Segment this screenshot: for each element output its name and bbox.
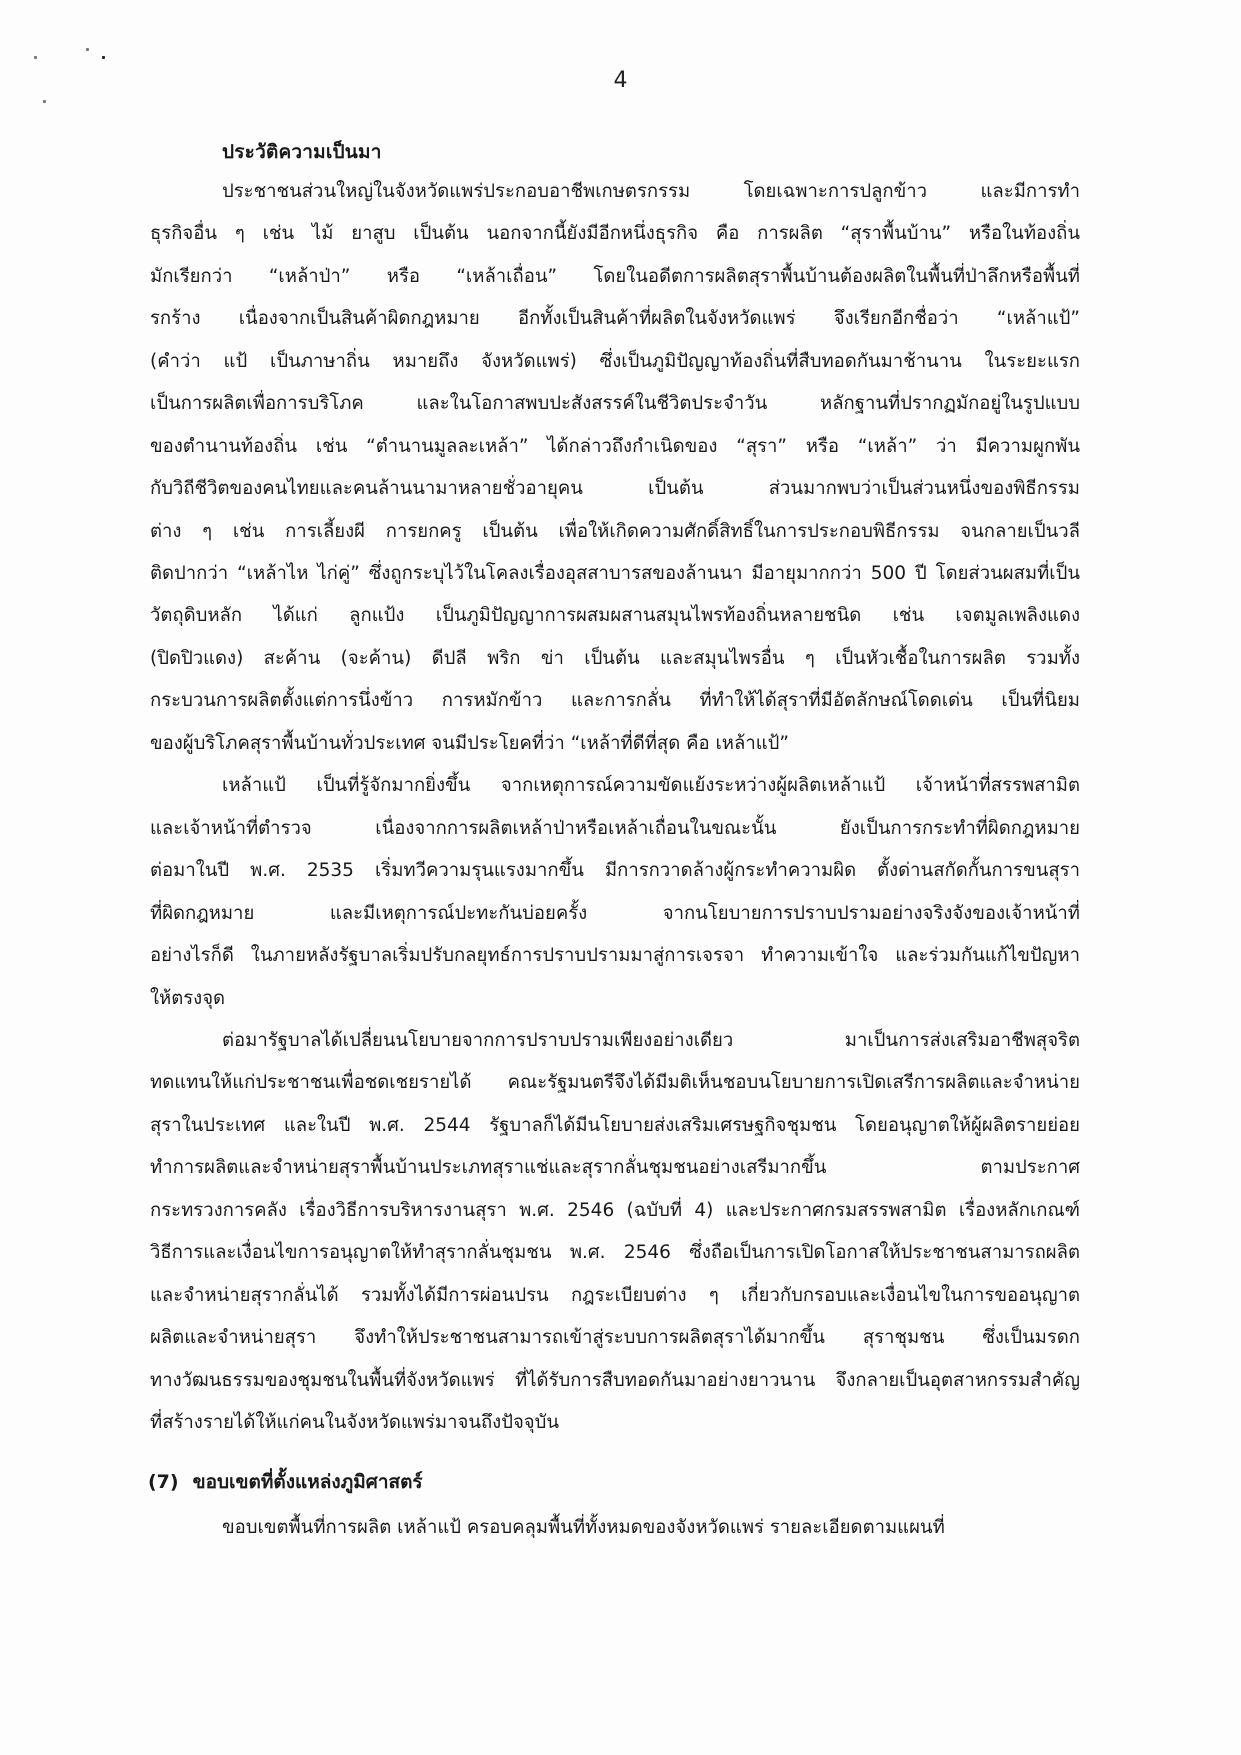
text-line: อย่างไรก็ดี ในภายหลังรัฐบาลเริ่มปรับกลยุทธ์การปราบปรามมาสู่การเจรจา ทำความเข้าใจ และร่วมกันแก้ไขปัญหา (150, 945, 1080, 966)
text-line: ธุรกิจอื่น ๆ เช่น ไม้ ยาสูบ เป็นต้น นอกจากนี้ยังมีอีกหนึ่งธุรกิจ คือ การผลิต “สุราพื้นบ้าน” หรือในท้องถิ่น (150, 223, 1080, 244)
text-line: กระทรวงการคลัง เรื่องวิธีการบริหารงานสุรา พ.ศ. 2546 (ฉบับที่ 4) และประกาศกรมสรรพสามิต เรื่องหลักเกณฑ์ (150, 1200, 1080, 1221)
text-line: ประชาชนส่วนใหญ่ในจังหวัดแพร่ประกอบอาชีพเกษตรกรรม โดยเฉพาะการปลูกข้าว และมีการทำ (222, 181, 1080, 202)
page-number: 4 (613, 68, 628, 93)
text-line: กระบวนการผลิตตั้งแต่การนึ่งข้าว การหมักข้าว และการกลั่น ที่ทำให้ได้สุราที่มีอัตลักษณ์โดดเด่น เป็นที่นิยม (150, 690, 1080, 711)
text-line: ทางวัฒนธรรมของชุมชนในพื้นที่จังหวัดแพร่ ที่ได้รับการสืบทอดกันมาอย่างยาวนาน จึงกลายเป็นอุตสาหกรรมสำคัญ (150, 1370, 1080, 1391)
text-line: ที่ผิดกฎหมาย และมีเหตุการณ์ปะทะกันบ่อยครั้ง จากนโยบายการปราบปรามอย่างจริงจังของเจ้าหน้าที่ (150, 903, 1080, 924)
text-line: ที่สร้างรายได้ให้แก่คนในจังหวัดแพร่มาจนถึงปัจจุบัน (150, 1412, 560, 1433)
section-title-text: ขอบเขตที่ตั้งแหล่งภูมิศาสตร์ (192, 1471, 423, 1493)
scan-speck (102, 56, 105, 59)
text-line: และเจ้าหน้าที่ตำรวจ เนื่องจากการผลิตเหล้าป่าหรือเหล้าเถื่อนในขณะนั้น ยังเป็นการกระทำที่ผิดกฎหมาย (150, 818, 1080, 839)
text-line: เป็นการผลิตเพื่อการบริโภค และในโอกาสพบปะสังสรรค์ในชีวิตประจำวัน หลักฐานที่ปรากฏมักอยู่ในรูปแบบ (150, 393, 1080, 414)
text-line: ทำการผลิตและจำหน่ายสุราพื้นบ้านประเภทสุราแช่และสุรากลั่นชุมชนอย่างเสรีมากขึ้น ตามประกาศ (150, 1157, 1080, 1178)
section-7-title (148, 1467, 423, 1497)
text-line: ต่าง ๆ เช่น การเลี้ยงผี การยกครู เป็นต้น เพื่อให้เกิดความศักดิ์สิทธิ์ในการประกอบพิธีกรรม จนกลายเป็นวลี (150, 521, 1080, 542)
scan-speck (86, 48, 89, 51)
text-line: ของผู้บริโภคสุราพื้นบ้านทั่วประเทศ จนมีประโยคที่ว่า “เหล้าที่ดีที่สุด คือ เหล้าแป้” (150, 733, 789, 754)
text-line: ต่อมาในปี พ.ศ. 2535 เริ่มทวีความรุนแรงมากขึ้น มีการกวาดล้างผู้กระทำความผิด ตั้งด่านสกัดกั้นการขนสุรา (150, 860, 1080, 881)
text-line: รกร้าง เนื่องจากเป็นสินค้าผิดกฎหมาย อีกทั้งเป็นสินค้าที่ผลิตในจังหวัดแพร่ จึงเรียกอีกชื่อว่า “เหล้าแป้” (150, 308, 1080, 329)
text-line: เหล้าแป้ เป็นที่รู้จักมากยิ่งขึ้น จากเหตุการณ์ความขัดแย้งระหว่างผู้ผลิตเหล้าแป้ เจ้าหน้าที่สรรพสามิต (222, 775, 1080, 796)
section-number: (7) (148, 1471, 179, 1493)
text-line: ทดแทนให้แก่ประชาชนเพื่อชดเชยรายได้ คณะรัฐมนตรีจึงได้มีมติเห็นชอบนโยบายการเปิดเสรีการผลิตและจำหน่าย (150, 1072, 1080, 1093)
text-line: สุราในประเทศ และในปี พ.ศ. 2544 รัฐบาลก็ได้มีนโยบายส่งเสริมเศรษฐกิจชุมชน โดยอนุญาตให้ผู้ผลิตรายย่อย (150, 1115, 1080, 1136)
text-line: (ปิดปิวแดง) สะค้าน (จะค้าน) ดีปลี พริก ข่า เป็นต้น และสมุนไพรอื่น ๆ เป็นหัวเชื้อในการผลิต รวมทั้ง (150, 648, 1080, 669)
text-line: วัตถุดิบหลัก ได้แก่ ลูกแป้ง เป็นภูมิปัญญาการผสมผสานสมุนไพรท้องถิ่นหลายชนิด เช่น เจตมูลเพลิงแดง (150, 605, 1080, 626)
text-line: มักเรียกว่า “เหล้าป่า” หรือ “เหล้าเถื่อน” โดยในอดีตการผลิตสุราพื้นบ้านต้องผลิตในพื้นที่ป่าลึกหรือพื้นที่ (150, 266, 1080, 287)
text-line: ต่อมารัฐบาลได้เปลี่ยนนโยบายจากการปราบปรามเพียงอย่างเดียว มาเป็นการส่งเสริมอาชีพสุจริต (222, 1030, 1080, 1051)
text-line: และจำหน่ายสุรากลั่นได้ รวมทั้งได้มีการผ่อนปรน กฎระเบียบต่าง ๆ เกี่ยวกับกรอบและเงื่อนไขในการขออนุญาต (150, 1285, 1080, 1306)
text-line: กับวิถีชีวิตของคนไทยและคนล้านนามาหลายชั่วอายุคน เป็นต้น ส่วนมากพบว่าเป็นส่วนหนึ่งของพิธีกรรม (150, 478, 1080, 499)
scan-speck (34, 56, 37, 59)
section-heading: ประวัติความเป็นมา (222, 141, 382, 163)
scan-speck (43, 100, 46, 103)
text-line: (คำว่า แป้ เป็นภาษาถิ่น หมายถึง จังหวัดแพร่) ซึ่งเป็นภูมิปัญญาท้องถิ่นที่สืบทอดกันมาช้านาน ในระยะแรก (150, 351, 1080, 372)
section-7-paragraph: ขอบเขตพื้นที่การผลิต เหล้าแป้ ครอบคลุมพื้นที่ทั้งหมดของจังหวัดแพร่ รายละเอียดตามแผนที่ (222, 1517, 945, 1538)
text-line: ติดปากว่า “เหล้าไห ไก่คู่” ซึ่งถูกระบุไว้ในโคลงเรื่องอุสสาบารสของล้านนา มีอายุมากกว่า 500 ปี โดยส่วนผสมที่เป็น (150, 563, 1080, 584)
text-line: ของตำนานท้องถิ่น เช่น “ตำนานมูลละเหล้า” ได้กล่าวถึงกำเนิดของ “สุรา” หรือ “เหล้า” ว่า มีความผูกพัน (150, 436, 1080, 457)
text-line: ผลิตและจำหน่ายสุรา จึงทำให้ประชาชนสามารถเข้าสู่ระบบการผลิตสุราได้มากขึ้น สุราชุมชน ซึ่งเป็นมรดก (150, 1327, 1080, 1348)
text-line: วิธีการและเงื่อนไขการอนุญาตให้ทำสุรากลั่นชุมชน พ.ศ. 2546 ซึ่งถือเป็นการเปิดโอกาสให้ประชาชนสามารถผลิต (150, 1242, 1080, 1263)
text-line: ให้ตรงจุด (150, 988, 226, 1009)
